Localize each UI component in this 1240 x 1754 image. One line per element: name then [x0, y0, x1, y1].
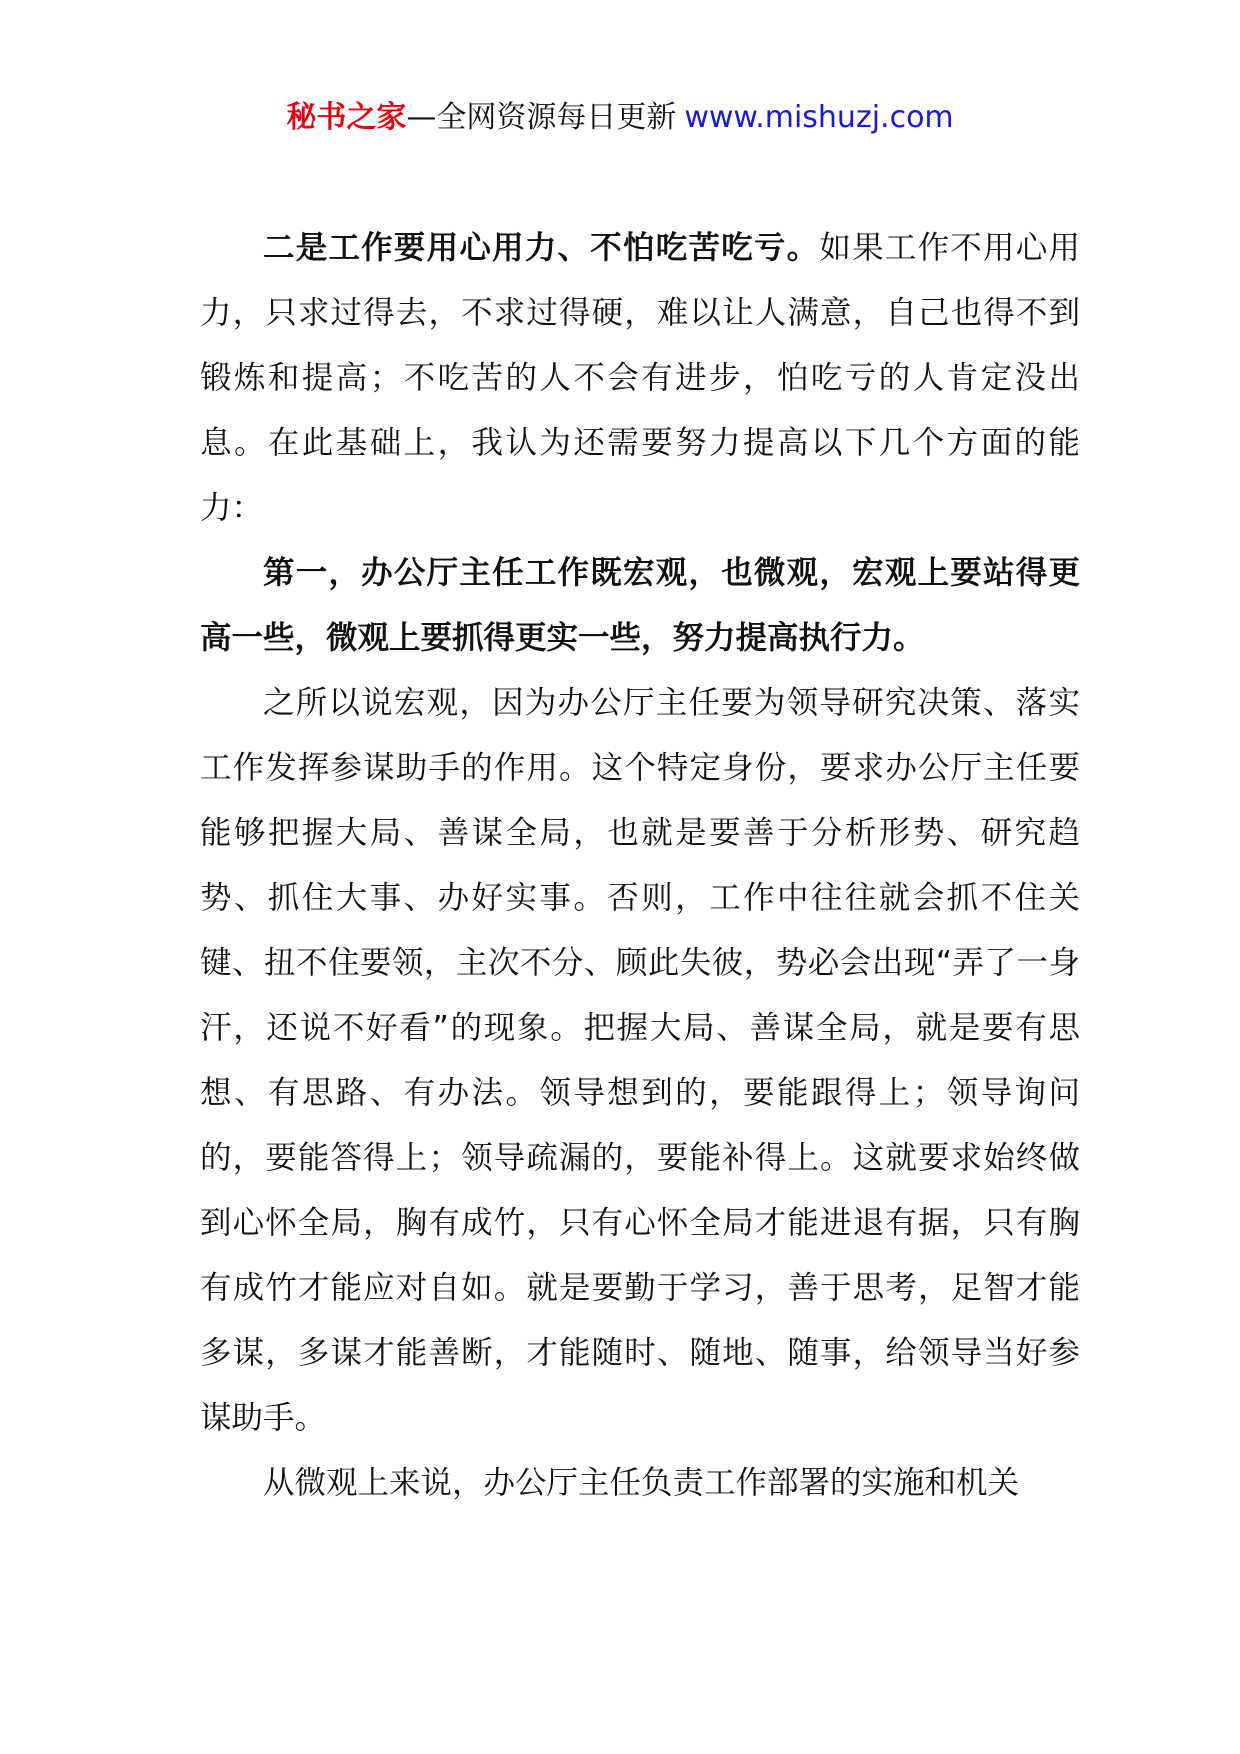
paragraph-lead-heading: 二是工作要用心用力、不怕吃苦吃亏。	[263, 230, 820, 266]
paragraph-micro-view: 从微观上来说，办公厅主任负责工作部署的实施和机关	[263, 1465, 1020, 1501]
paragraph-macro-view: 之所以说宏观，因为办公厅主任要为领导研究决策、落实工作发挥参谋助手的作用。这个特定身份，要求办公厅主任要能够把握大局、善谋全局，也就是要善于分析形势、研究趋势、抓住大事、办好实事。否则，工作中往往就会抓不住关键、扭不住要领，主次不分、顾此失彼，势必会出现“弄了一身汗，还说不好看”的现象。把握大局、善谋全局，就是要有思想、有思路、有办法。领导想到的，要能跟得上；领导询问的，要能答得上；领导疏漏的，要能补得上。这就要求始终做到心怀全局，胸有成竹，只有心怀全局才能进退有据，只有胸有成竹才能应对自如。就是要勤于学习，善于思考，足智才能多谋，多谋才能善断，才能随时、随地、随事，给领导当好参谋助手。	[200, 685, 1080, 1436]
document-body	[200, 216, 1080, 1516]
page-header	[0, 98, 1240, 138]
section-heading-first: 第一，办公厅主任工作既宏观，也微观，宏观上要站得更高一些，微观上要抓得更实一些，努力提高执行力。	[200, 555, 1080, 656]
paragraph-work-attitude	[200, 216, 1080, 541]
paragraph-text: 如果工作不用心用力，只求过得去，不求过得硬，难以让人满意，自己也得不到锻炼和提高；不吃苦的人不会有进步，怕吃亏的人肯定没出息。在此基础上，我认为还需要努力提高以下几个方面的能力：	[200, 230, 1080, 526]
header-slogan: —全网资源每日更新	[406, 100, 677, 135]
website-link[interactable]: www.mishuzj.com	[684, 100, 954, 135]
brand-name: 秘书之家	[286, 100, 407, 135]
